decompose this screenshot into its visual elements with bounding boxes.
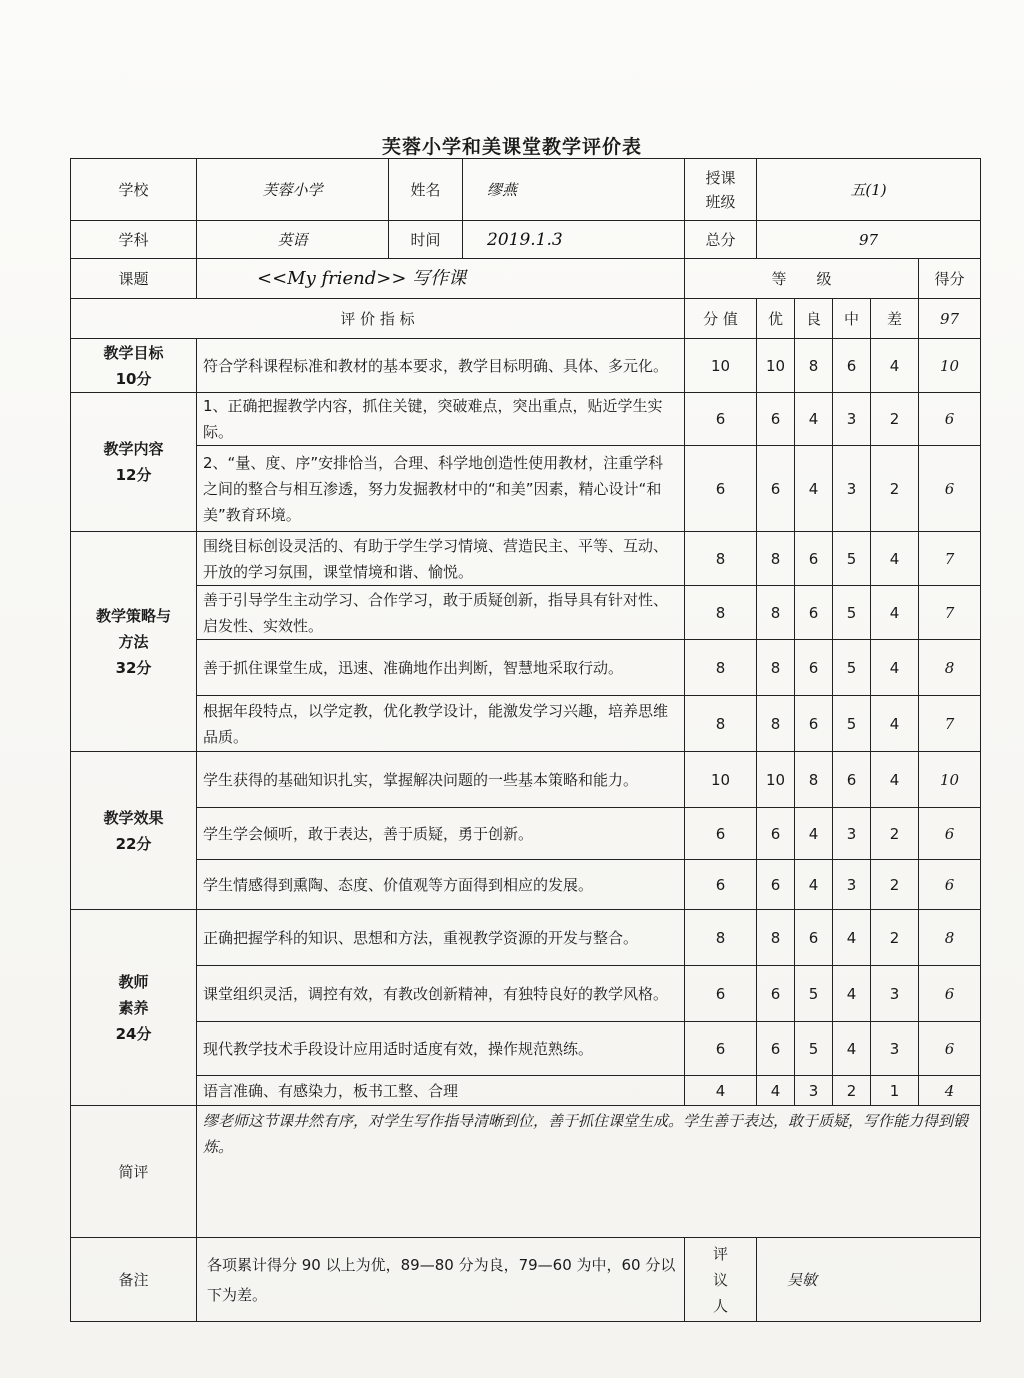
comment-row — [71, 1106, 981, 1238]
value-cell: 8 — [685, 586, 757, 640]
value-cell: 6 — [685, 393, 757, 446]
remark-row — [71, 1238, 981, 1322]
header-row-subject — [71, 221, 981, 259]
good-cell: 4 — [795, 808, 833, 860]
good-column-label: 良 — [795, 299, 833, 339]
remark-label: 备注 — [71, 1238, 197, 1322]
school-value: 芙蓉小学 — [197, 159, 389, 221]
excellent-cell: 8 — [757, 532, 795, 586]
form-title: 芙蓉小学和美课堂教学评价表 — [381, 136, 642, 158]
criteria-row — [71, 393, 981, 446]
evaluation-form-table — [70, 158, 981, 1322]
criteria-row — [71, 860, 981, 910]
value-cell: 8 — [685, 640, 757, 696]
criteria-text: 语言准确、有感染力，板书工整、合理 — [197, 1076, 685, 1106]
section-points: 24分 — [115, 1024, 152, 1043]
reviewer-signature: 吴敏 — [757, 1238, 981, 1322]
section-label-goals — [71, 339, 197, 393]
criteria-row — [71, 1022, 981, 1076]
grade-label: 等 级 — [685, 259, 919, 299]
poor-cell: 2 — [871, 808, 919, 860]
medium-cell: 3 — [833, 808, 871, 860]
remark-value: 各项累计得分 90 以上为优，89—80 分为良，79—60 为中，60 分以下为差。 — [197, 1238, 685, 1322]
criteria-row — [71, 532, 981, 586]
medium-cell: 4 — [833, 910, 871, 966]
criteria-row — [71, 339, 981, 393]
score-cell: 10 — [919, 339, 981, 393]
criteria-text: 正确把握学科的知识、思想和方法，重视教学资源的开发与整合。 — [197, 910, 685, 966]
poor-cell: 2 — [871, 860, 919, 910]
value-cell: 6 — [685, 808, 757, 860]
excellent-cell: 6 — [757, 1022, 795, 1076]
value-column-label: 分 值 — [685, 299, 757, 339]
comment-label: 简评 — [71, 1106, 197, 1238]
score-cell: 4 — [919, 1076, 981, 1106]
name-label: 姓名 — [389, 159, 463, 221]
excellent-cell: 8 — [757, 640, 795, 696]
medium-cell: 5 — [833, 696, 871, 752]
subject-value: 英语 — [197, 221, 389, 259]
score-cell: 6 — [919, 860, 981, 910]
excellent-cell: 10 — [757, 752, 795, 808]
score-cell: 7 — [919, 532, 981, 586]
excellent-cell: 6 — [757, 446, 795, 532]
class-label-line-2: 班级 — [705, 192, 736, 211]
good-cell: 4 — [795, 446, 833, 532]
value-cell: 4 — [685, 1076, 757, 1106]
poor-cell: 4 — [871, 586, 919, 640]
criteria-row — [71, 808, 981, 860]
section-points: 22分 — [115, 834, 152, 853]
good-cell: 6 — [795, 640, 833, 696]
time-label: 时间 — [389, 221, 463, 259]
value-cell: 6 — [685, 446, 757, 532]
reviewer-label-1: 评 — [713, 1244, 729, 1263]
good-cell: 6 — [795, 586, 833, 640]
medium-column-label: 中 — [833, 299, 871, 339]
excellent-cell: 6 — [757, 966, 795, 1022]
value-cell: 6 — [685, 966, 757, 1022]
poor-cell: 3 — [871, 1022, 919, 1076]
section-name: 教师 — [118, 972, 149, 991]
section-name: 教学目标 — [103, 343, 164, 362]
criteria-text: 学生获得的基础知识扎实，掌握解决问题的一些基本策略和能力。 — [197, 752, 685, 808]
poor-column-label: 差 — [871, 299, 919, 339]
criteria-row — [71, 966, 981, 1022]
criteria-text: 学生情感得到熏陶、态度、价值观等方面得到相应的发展。 — [197, 860, 685, 910]
excellent-cell: 6 — [757, 808, 795, 860]
class-value: 五(1) — [757, 159, 981, 221]
good-cell: 3 — [795, 1076, 833, 1106]
poor-cell: 3 — [871, 966, 919, 1022]
value-cell: 8 — [685, 532, 757, 586]
subject-label: 学科 — [71, 221, 197, 259]
class-label-line-1: 授课 — [705, 168, 736, 187]
header-row-topic — [71, 259, 981, 299]
good-cell: 5 — [795, 1022, 833, 1076]
reviewer-label — [685, 1238, 757, 1322]
criteria-text: 现代教学技术手段设计应用适时适度有效，操作规范熟练。 — [197, 1022, 685, 1076]
section-label-strategy — [71, 532, 197, 752]
section-points: 32分 — [115, 658, 152, 677]
criteria-row — [71, 640, 981, 696]
poor-cell: 4 — [871, 339, 919, 393]
criteria-row — [71, 752, 981, 808]
criteria-text: 1、正确把握教学内容，抓住关键，突破难点，突出重点，贴近学生实际。 — [197, 393, 685, 446]
total-label: 总分 — [685, 221, 757, 259]
medium-cell: 4 — [833, 1022, 871, 1076]
score-cell: 8 — [919, 910, 981, 966]
excellent-column-label: 优 — [757, 299, 795, 339]
score-cell: 7 — [919, 696, 981, 752]
section-name-2: 素养 — [118, 998, 149, 1017]
medium-cell: 3 — [833, 860, 871, 910]
score-cell: 8 — [919, 640, 981, 696]
score-cell: 6 — [919, 808, 981, 860]
score-cell: 6 — [919, 966, 981, 1022]
poor-cell: 4 — [871, 640, 919, 696]
medium-cell: 5 — [833, 586, 871, 640]
medium-cell: 6 — [833, 339, 871, 393]
good-cell: 4 — [795, 393, 833, 446]
good-cell: 4 — [795, 860, 833, 910]
comment-value: 缪老师这节课井然有序，对学生写作指导清晰到位，善于抓住课堂生成。学生善于表达，敢于质疑，写作能力得到锻炼。 — [197, 1106, 981, 1238]
poor-cell: 2 — [871, 446, 919, 532]
criteria-text: 符合学科课程标准和教材的基本要求，教学目标明确、具体、多元化。 — [197, 339, 685, 393]
criteria-label: 评 价 指 标 — [71, 299, 685, 339]
section-name: 教学内容 — [103, 440, 164, 458]
score-cell: 6 — [919, 1022, 981, 1076]
good-cell: 8 — [795, 339, 833, 393]
name-value: 缪燕 — [463, 159, 685, 221]
criteria-row — [71, 910, 981, 966]
class-label — [685, 159, 757, 221]
excellent-cell: 8 — [757, 910, 795, 966]
medium-cell: 3 — [833, 446, 871, 532]
medium-cell: 5 — [833, 532, 871, 586]
excellent-cell: 10 — [757, 339, 795, 393]
section-label-content — [71, 393, 197, 532]
good-cell: 6 — [795, 532, 833, 586]
medium-cell: 5 — [833, 640, 871, 696]
score-label: 得分 — [919, 259, 981, 299]
medium-cell: 2 — [833, 1076, 871, 1106]
reviewer-label-3: 人 — [713, 1296, 729, 1315]
poor-cell: 4 — [871, 752, 919, 808]
value-cell: 6 — [685, 1022, 757, 1076]
criteria-text: 善于引导学生主动学习、合作学习，敢于质疑创新，指导具有针对性、启发性、实效性。 — [197, 586, 685, 640]
excellent-cell: 6 — [757, 393, 795, 446]
poor-cell: 4 — [871, 532, 919, 586]
poor-cell: 2 — [871, 910, 919, 966]
criteria-text: 根据年段特点，以学定教，优化教学设计，能激发学习兴趣，培养思维品质。 — [197, 696, 685, 752]
excellent-cell: 8 — [757, 696, 795, 752]
section-name: 教学效果 — [103, 808, 164, 827]
value-cell: 8 — [685, 696, 757, 752]
time-value: 2019.1.3 — [463, 221, 685, 259]
topic-label: 课题 — [71, 259, 197, 299]
medium-cell: 4 — [833, 966, 871, 1022]
header-row-columns — [71, 299, 981, 339]
good-cell: 6 — [795, 910, 833, 966]
score-cell: 10 — [919, 752, 981, 808]
medium-cell: 6 — [833, 752, 871, 808]
section-name-2: 方法 — [118, 632, 149, 651]
criteria-row — [71, 446, 981, 532]
criteria-row — [71, 586, 981, 640]
value-cell: 10 — [685, 339, 757, 393]
criteria-text: 围绕目标创设灵活的、有助于学生学习情境、营造民主、平等、互动、开放的学习氛围，课堂情境和谐、愉悦。 — [197, 532, 685, 586]
section-points: 10分 — [115, 369, 152, 388]
section-points: 12分 — [115, 466, 152, 484]
value-cell: 6 — [685, 860, 757, 910]
score-total: 97 — [919, 299, 981, 339]
good-cell: 8 — [795, 752, 833, 808]
criteria-row — [71, 696, 981, 752]
topic-value: <<My friend>> 写作课 — [197, 259, 685, 299]
score-cell: 7 — [919, 586, 981, 640]
score-cell: 6 — [919, 393, 981, 446]
excellent-cell: 8 — [757, 586, 795, 640]
good-cell: 6 — [795, 696, 833, 752]
criteria-text: 善于抓住课堂生成，迅速、准确地作出判断，智慧地采取行动。 — [197, 640, 685, 696]
criteria-text: 课堂组织灵活，调控有效，有教改创新精神，有独特良好的教学风格。 — [197, 966, 685, 1022]
total-value: 97 — [757, 221, 981, 259]
medium-cell: 3 — [833, 393, 871, 446]
reviewer-label-2: 议 — [713, 1270, 729, 1289]
value-cell: 8 — [685, 910, 757, 966]
school-label: 学校 — [71, 159, 197, 221]
criteria-row — [71, 1076, 981, 1106]
poor-cell: 4 — [871, 696, 919, 752]
poor-cell: 2 — [871, 393, 919, 446]
poor-cell: 1 — [871, 1076, 919, 1106]
section-label-effect — [71, 752, 197, 910]
header-row-school — [71, 159, 981, 221]
criteria-text: 2、“量、度、序”安排恰当，合理、科学地创造性使用教材，注重学科之间的整合与相互渗透，努力发掘教材中的“和美”因素，精心设计“和美”教育环境。 — [197, 446, 685, 532]
excellent-cell: 4 — [757, 1076, 795, 1106]
section-label-teacher — [71, 910, 197, 1106]
criteria-text: 学生学会倾听，敢于表达，善于质疑，勇于创新。 — [197, 808, 685, 860]
excellent-cell: 6 — [757, 860, 795, 910]
good-cell: 5 — [795, 966, 833, 1022]
score-cell: 6 — [919, 446, 981, 532]
value-cell: 10 — [685, 752, 757, 808]
section-name: 教学策略与 — [95, 606, 171, 625]
